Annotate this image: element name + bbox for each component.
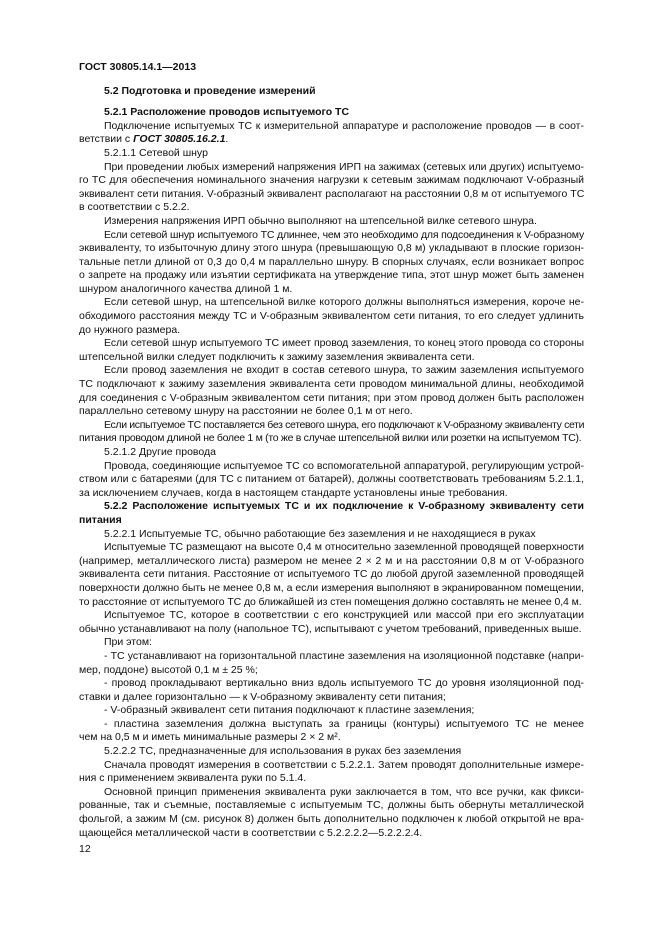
text-line: Если сетевой шнур испытуемого ТС имеет провод заземления, то конец этого провода со стороны [104,337,584,350]
paragraph [79,528,584,542]
paragraph [79,677,584,704]
text-line: Если провод заземления не входит в состав сетевого шнура, то зажим заземления испытуемого [104,364,584,377]
text-line: ставки и далее горизонтально — к V-образному эквиваленту сети питания; [79,690,446,703]
paragraph [79,745,584,759]
text-line: о запрете на продажу или изъятии сертификата на утверждение типа, этот шнур может быть заменен [79,269,584,282]
text-line: параллельно сетевому шнуру на расстоянии не более 0,1 м от него. [79,405,413,418]
text-line: 5.2 Подготовка и проведение измерений [104,85,316,98]
section-heading [79,500,584,527]
document-body [79,85,584,840]
text-line: поверхности должно быть не менее 0,8 м, а если измерения выполняют в экранированном помещении, [79,581,584,594]
paragraph [79,446,584,460]
paragraph [79,786,584,840]
text-line: обычно устанавливают на полу (напольное ТС), испытывают с учетом требований, приведенных выше. [79,622,582,635]
text-line: 5.2.1 Расположение проводов испытуемого ТС [104,106,350,119]
text-line: го ТС для обеспечения номинального значения нагрузки к сетевым зажимам подключают V-образный [79,174,584,187]
paragraph [79,650,584,677]
text-line: Испытуемые ТС размещают на высоте 0,4 м относительно заземленной проводящей поверхности [104,541,584,554]
paragraph [79,541,584,609]
text-line [79,133,584,147]
text-line: питания [79,513,122,526]
paragraph [79,609,584,636]
document-page [79,61,584,856]
text-line: рованные, так и съемные, поставляемые с испытуемым ТС, должны быть обернуты металлической [79,799,584,812]
text-line: 5.2.2.2 ТС, предназначенные для использования в руках без заземления [104,745,462,758]
text-line: эквивалента сети питания. Расстояние от испытуемого ТС до любой другой заземленной проводящей [79,568,584,581]
page-number: 12 [79,842,91,855]
text-line: При этом: [104,636,152,649]
paragraph [79,718,584,745]
text-line: Если сетевой шнур, на штепсельной вилке которого должны выполняться измерения, короче не- [104,296,584,309]
paragraph [79,704,584,718]
text-segment: . [225,133,229,146]
text-line: 5.2.2.1 Испытуемые ТС, обычно работающие без заземления и не находящиеся в руках [104,527,536,540]
text-line: - V-образный эквивалент сети питания подключают к пластине заземления; [104,704,475,717]
section-heading [79,106,584,120]
text-line: 5.2.2 Расположение испытуемых ТС и их подключение к V-образному эквиваленту сети [104,500,584,513]
text-line: обходимого расстояния между ТС и V-образным эквивалентом сети питания, то его следует удлинить [79,310,584,323]
paragraph [79,296,584,337]
text-line: - провод прокладывают вертикально вниз вдоль испытуемого ТС до уровня изоляционной под- [104,677,584,690]
text-line: тальные петли длиной от 0,3 до 0,4 м параллельно шнуру. В спорных случаях, если возникает вопрос [79,255,584,268]
text-line: для соединения с V-образным эквивалентом сети питания; при этом провод должен быть расположен [79,391,584,404]
text-line: 5.2.1.1 Сетевой шнур [104,146,208,159]
paragraph [79,759,584,786]
paragraph [79,337,584,364]
paragraph [79,147,584,161]
text-line: ТС подключают к зажиму заземления эквивалента сети проводом минимальной длины, необходимой [79,378,584,391]
text-line: то расстояние от испытуемого ТС до ближайшей из стен помещения должно составлять не менее 0,4 м. [79,595,582,608]
text-line: Провода, соединяющие испытуемое ТС со вспомогательной аппаратурой, регулирующим устрой- [104,459,584,472]
paragraph [79,419,584,446]
text-line: ния с применением эквивалента руки по 5.1.4. [79,772,307,785]
text-line: Основной принцип применения эквивалента руки заключается в том, что все ручки, как фикси- [104,785,584,798]
text-line: Подключение испытуемых ТС к измерительной аппаратуре и расположение проводов — в соот- [104,119,584,132]
text-line: 5.2.1.2 Другие провода [104,446,216,459]
text-line: эквиваленту, то избыточную длину этого шнура (превышающую 0,8 м) укладывают в плоские горизон- [79,242,584,255]
paragraph [79,120,584,147]
text-line: Измерения напряжения ИРП обычно выполняют на штепсельной вилке сетевого шнура. [104,214,537,227]
section-heading [79,85,584,99]
text-line: - пластина заземления должна выступать за границы (контуры) испытуемого ТС не менее [104,717,584,730]
paragraph [79,229,584,297]
text-line: мер, поддоне) высотой 0,1 м ± 25 %; [79,663,258,676]
text-line: в соответствии с 5.2.2. [79,201,190,214]
document-header: ГОСТ 30805.14.1—2013 [79,61,197,73]
text-line: Испытуемое ТС, которое в соответствии с его конструкцией или массой при его эксплуатации [104,609,584,622]
text-line: ством или с батареями (для ТС с питанием от батарей), должны соответствовать требованиям 5.2.1.1, [79,473,584,486]
standard-reference: ГОСТ 30805.16.2.1 [133,133,226,146]
text-line: - ТС устанавливают на горизонтальной пластине заземления на изоляционной подставке (напри- [104,649,584,662]
text-line: (например, металлического листа) размером не менее 2 × 2 м и на расстоянии 0,8 м от V-образного [79,554,584,567]
paragraph [79,161,584,215]
text-segment: ветствии с [79,133,134,146]
paragraph [79,215,584,229]
text-line: шнуром аналогичного качества длиной 1 м. [79,282,293,295]
text-line: Если испытуемое ТС поставляется без сетевого шнура, его подключают к V-образному эквиваленту сети [104,418,584,431]
paragraph [79,460,584,501]
text-line: щающейся металлической части в соответствии с 5.2.2.2.2—5.2.2.2.4. [79,826,423,839]
text-line: штепсельной вилки следует подключить к зажиму заземления эквивалента сети. [79,350,475,363]
text-line: питания проводом длиной не более 1 м (то же в случае штепсельной вилки или розетки на испытуемом ТС). [79,432,582,445]
text-line: Сначала проводят измерения в соответствии с 5.2.2.1. Затем проводят дополнительные измере- [104,758,584,771]
text-line: до нужного размера. [79,323,181,336]
paragraph [79,364,584,418]
text-line: При проведении любых измерений напряжения ИРП на зажимах (сетевых или других) испытуемо- [104,160,584,173]
text-line: эквивалент сети питания. V-образный эквивалент располагают на расстоянии 0,8 м от испытуемого ТС [79,187,584,200]
text-line: фольгой, а зажим М (см. рисунок 8) должен быть дополнительно подключен к любой открытой не вра- [79,813,584,826]
paragraph [79,636,584,650]
text-line: чем на 0,5 м и иметь минимальные размеры 2 × 2 м². [79,731,341,744]
text-line: за исключением случаев, когда в настоящем стандарте установлены иные требования. [79,486,508,499]
text-line: Если сетевой шнур испытуемого ТС длиннее, чем это необходимо для подсоединения к V-образному [104,228,584,241]
